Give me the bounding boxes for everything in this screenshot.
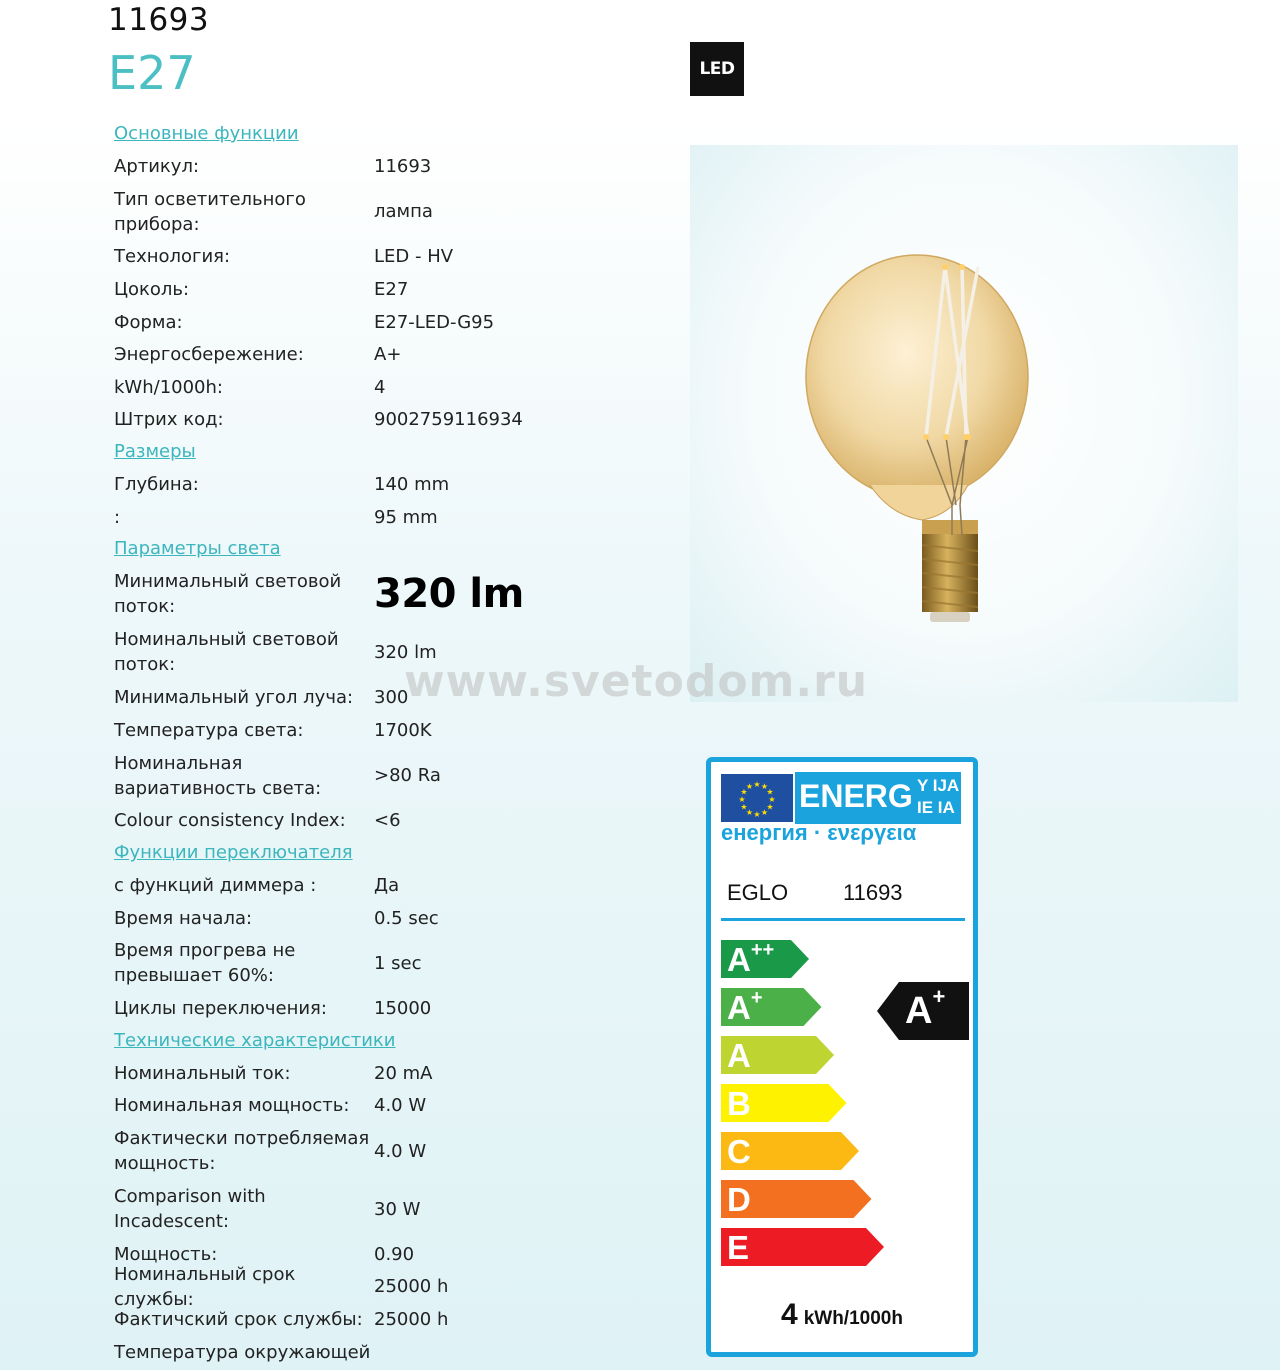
- spec-value: 1 sec: [374, 952, 422, 974]
- svg-text:★: ★: [760, 782, 769, 792]
- spec-label: Минимальный угол луча:: [114, 687, 354, 709]
- energy-suffix-bottom: IE IA: [917, 798, 955, 817]
- spec-value: 140 mm: [374, 473, 450, 495]
- spec-row: [114, 1122, 674, 1180]
- spec-row: [114, 404, 674, 437]
- svg-text:★: ★: [753, 810, 761, 819]
- spec-row: [114, 565, 674, 623]
- energy-class-letter: A: [727, 941, 751, 978]
- energy-class-1: [721, 988, 822, 1026]
- energy-class-letter: D: [727, 1181, 751, 1218]
- spec-value: 320 lm: [374, 570, 524, 617]
- energy-class-letter: A: [727, 989, 751, 1026]
- energy-class-4: [721, 1132, 859, 1170]
- spec-row: [114, 747, 674, 805]
- svg-text:★: ★: [745, 807, 754, 817]
- spec-row: [114, 150, 674, 183]
- spec-label: Циклы переключения:: [114, 998, 327, 1020]
- spec-row: [114, 183, 674, 241]
- energy-class-3: [721, 1084, 847, 1122]
- spec-label: Энергосбережение:: [114, 344, 304, 366]
- spec-label: Тип осветительного прибора:: [114, 188, 306, 235]
- spec-label: с функций диммера :: [114, 874, 317, 896]
- energy-class-6: [721, 1228, 884, 1266]
- spec-row: [114, 869, 674, 902]
- socket-title: E27: [108, 46, 196, 100]
- rating-sup: +: [932, 984, 946, 1009]
- model-number: 11693: [843, 880, 903, 905]
- spec-row: [114, 1263, 674, 1310]
- svg-text:★: ★: [753, 780, 761, 789]
- energy-class-sup: ++: [750, 939, 775, 961]
- section-heading[interactable]: Размеры: [114, 441, 196, 463]
- bulb-image: [690, 145, 1238, 702]
- spec-label: Фактически потребляемая мощность:: [114, 1128, 370, 1175]
- spec-value: LED - HV: [374, 246, 454, 268]
- energy-class-5: [721, 1180, 872, 1218]
- energy-consumption: [711, 1298, 973, 1332]
- spec-label: Время начала:: [114, 907, 253, 929]
- spec-row: [114, 1180, 674, 1238]
- section-heading[interactable]: Функции переключателя: [114, 842, 353, 864]
- energy-suffix-top: Y IJA: [917, 776, 960, 795]
- spec-row: [114, 338, 674, 371]
- spec-label: Цоколь:: [114, 278, 190, 300]
- spec-value: 95 mm: [374, 506, 438, 528]
- spec-value: E27-LED-G95: [374, 311, 495, 333]
- spec-value: 9002759116934: [374, 409, 523, 431]
- spec-label: Артикул:: [114, 155, 200, 177]
- spec-label: Минимальный световой поток:: [114, 571, 342, 618]
- section-heading[interactable]: Основные функции: [114, 123, 299, 144]
- spec-value: 20 mA: [374, 1062, 433, 1084]
- spec-row: [114, 992, 674, 1025]
- spec-label: Номинальная вариативность света:: [114, 752, 322, 799]
- energy-class-sup: +: [750, 987, 763, 1009]
- svg-text:★: ★: [760, 807, 769, 817]
- spec-row: [114, 714, 674, 747]
- energy-class-letter: B: [727, 1085, 751, 1122]
- spec-value: 25000 h: [374, 1276, 449, 1298]
- spec-label: Технология:: [114, 246, 231, 268]
- svg-text:★: ★: [766, 802, 774, 812]
- spec-value: 4: [374, 376, 386, 398]
- spec-row: [114, 1303, 674, 1336]
- supplier-name: EGLO: [727, 880, 789, 905]
- spec-value: 25000 h: [374, 1309, 449, 1331]
- energy-rating-arrow: [877, 982, 969, 1040]
- spec-label: Comparison with Incadescent:: [114, 1186, 266, 1233]
- spec-row: [114, 371, 674, 404]
- spec-value: 11693: [374, 155, 432, 177]
- spec-row: [114, 1336, 674, 1369]
- spec-value: 320 lm: [374, 641, 437, 663]
- energy-class-letter: E: [727, 1229, 750, 1266]
- energy-label: [706, 757, 978, 1357]
- spec-label: Номинальный срок службы:: [114, 1263, 296, 1310]
- spec-label: Температура света:: [114, 719, 304, 741]
- divider: [721, 918, 965, 921]
- energy-header: [795, 772, 961, 824]
- spec-label: Температура окружающей: [114, 1341, 371, 1363]
- spec-value: >80 Ra: [374, 765, 441, 787]
- section-heading[interactable]: Параметры света: [114, 538, 281, 560]
- rating-letter: A: [905, 990, 933, 1032]
- energy-class-2: [721, 1036, 834, 1074]
- spec-value: 15000: [374, 998, 432, 1020]
- svg-text:★: ★: [740, 787, 748, 797]
- spec-value: 300: [374, 687, 409, 709]
- spec-label: Номинальный ток:: [114, 1062, 291, 1084]
- spec-row: [114, 273, 674, 306]
- svg-text:★: ★: [738, 795, 746, 804]
- spec-label: :: [114, 506, 121, 528]
- spec-label: Время прогрева не превышает 60%:: [114, 940, 296, 987]
- energy-word: ENERG: [799, 778, 913, 814]
- spec-row: [114, 805, 674, 838]
- energy-class-letter: C: [727, 1133, 751, 1170]
- spec-label: Номинальная мощность:: [114, 1095, 350, 1117]
- energy-class-letter: A: [727, 1037, 751, 1074]
- spec-value: 0.90: [374, 1243, 415, 1265]
- energy-class-0: [721, 940, 809, 978]
- svg-text:★: ★: [768, 795, 776, 804]
- product-photo: [690, 145, 1238, 702]
- svg-text:★: ★: [745, 782, 754, 792]
- watermark: www.svetodom.ru: [404, 656, 869, 707]
- spec-label: Фактичский срок службы:: [114, 1309, 363, 1331]
- spec-label: Номинальный световой поток:: [114, 629, 339, 676]
- spec-row: [114, 468, 674, 501]
- spec-label: Глубина:: [114, 473, 199, 495]
- spec-label: Colour consistency Index:: [114, 810, 346, 832]
- svg-text:★: ★: [766, 787, 774, 797]
- svg-text:★: ★: [740, 802, 748, 812]
- spec-row: [114, 934, 674, 992]
- spec-value: лампа: [374, 201, 433, 223]
- eu-flag-icon: [721, 774, 793, 822]
- section-heading[interactable]: Технические характеристики: [114, 1029, 396, 1051]
- spec-value: A+: [374, 344, 402, 366]
- spec-row: [114, 902, 674, 935]
- spec-value: <6: [374, 810, 401, 832]
- spec-row: [114, 501, 674, 534]
- spec-value: Да: [374, 874, 400, 896]
- spec-label: kWh/1000h:: [114, 376, 223, 398]
- article-number: 11693: [108, 2, 210, 38]
- spec-value: 4.0 W: [374, 1140, 427, 1162]
- consumption-unit: kWh/1000h: [803, 1308, 903, 1329]
- spec-row: [114, 1090, 674, 1123]
- spec-value: 1700K: [374, 719, 432, 741]
- spec-value: 0.5 sec: [374, 907, 439, 929]
- spec-label: Форма:: [114, 311, 183, 333]
- spec-row: [114, 1057, 674, 1090]
- spec-table: [114, 118, 674, 1368]
- spec-row: [114, 241, 674, 274]
- consumption-value: 4: [781, 1298, 798, 1331]
- spec-label: Мощность:: [114, 1243, 218, 1265]
- energia-line: енергия · ενεργεια: [721, 820, 917, 845]
- spec-label: Штрих код:: [114, 409, 224, 431]
- spec-row: [114, 306, 674, 339]
- spec-value: 4.0 W: [374, 1095, 427, 1117]
- spec-value: 30 W: [374, 1198, 421, 1220]
- led-badge: LED: [690, 42, 744, 96]
- spec-value: E27: [374, 278, 409, 300]
